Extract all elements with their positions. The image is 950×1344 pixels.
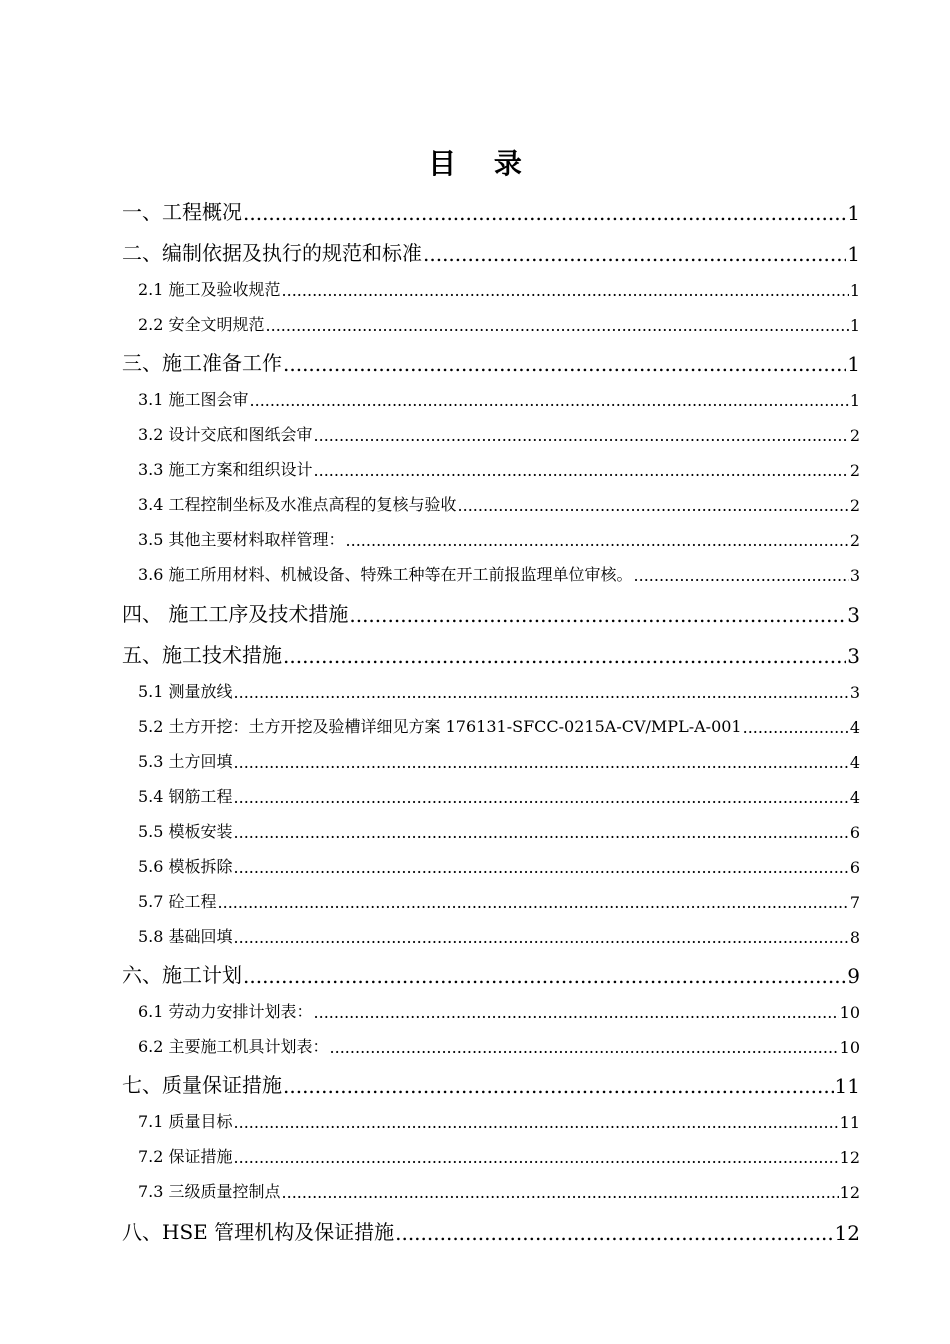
toc-entry-label: 3.2 设计交底和图纸会审 <box>138 425 313 444</box>
toc-page-number: 1 <box>847 242 860 266</box>
toc-dot-leader <box>458 496 849 515</box>
toc-dot-leader <box>234 823 849 842</box>
toc-title: 目 录 <box>428 147 536 180</box>
toc-entry-label: 5.6 模板拆除 <box>138 857 233 876</box>
toc-entry-label: 5.4 钢筋工程 <box>138 787 233 806</box>
toc-entry[interactable] <box>138 1178 860 1202</box>
toc-dot-leader <box>395 1221 833 1245</box>
toc-page-number: 2 <box>849 461 860 480</box>
toc-page-number: 3 <box>849 566 860 585</box>
toc-dot-leader <box>282 281 849 300</box>
toc-dot-leader <box>634 566 849 585</box>
toc-page-number: 3 <box>849 683 860 702</box>
toc-entry-label: 7.2 保证措施 <box>138 1147 233 1166</box>
toc-entry-label: 一、工程概况 <box>122 200 242 224</box>
toc-entry[interactable] <box>138 491 860 515</box>
toc-entry-label: 七、质量保证措施 <box>122 1073 282 1097</box>
toc-entry-label: 2.1 施工及验收规范 <box>138 280 281 299</box>
toc-dot-leader <box>283 352 846 376</box>
toc-entry-label: 六、施工计划 <box>122 963 242 987</box>
toc-dot-leader <box>234 788 849 807</box>
toc-page-number: 3 <box>847 603 860 627</box>
toc-page-number: 1 <box>849 316 860 335</box>
toc-dot-leader <box>234 1113 839 1132</box>
toc-dot-leader <box>283 644 846 668</box>
toc-entry-label: 5.7 砼工程 <box>138 892 217 911</box>
toc-entry[interactable] <box>138 1143 860 1167</box>
toc-entry-label: 7.3 三级质量控制点 <box>138 1182 281 1201</box>
toc-entry[interactable] <box>122 195 860 225</box>
toc-entry-label: 3.4 工程控制坐标及水准点高程的复核与验收 <box>138 495 457 514</box>
toc-page-number: 4 <box>849 753 860 772</box>
toc-entry-label: 6.1 劳动力安排计划表： <box>138 1002 313 1021</box>
toc-dot-leader <box>250 391 849 410</box>
toc-page-number: 8 <box>849 928 860 947</box>
toc-entry-label: 3.1 施工图会审 <box>138 390 249 409</box>
toc-dot-leader <box>234 858 849 877</box>
toc-entry[interactable] <box>122 1068 860 1098</box>
toc-entry-label: 7.1 质量目标 <box>138 1112 233 1131</box>
toc-dot-leader <box>282 1183 839 1202</box>
toc-entry-label: 5.2 土方开挖：土方开挖及验槽详细见方案 176131-SFCC-0215A-CV/MPL-A-001 <box>138 717 742 736</box>
toc-page-number: 3 <box>847 644 860 668</box>
toc-page-number: 1 <box>847 201 860 225</box>
toc-entry-label: 5.1 测量放线 <box>138 682 233 701</box>
toc-entry-label: 二、编制依据及执行的规范和标准 <box>122 241 422 265</box>
toc-entry[interactable] <box>122 958 860 988</box>
toc-dot-leader <box>743 718 849 737</box>
toc-entry[interactable] <box>138 276 860 300</box>
toc-dot-leader <box>283 1074 834 1098</box>
toc-entry-label: 3.3 施工方案和组织设计 <box>138 460 313 479</box>
toc-entry-label: 5.8 基础回填 <box>138 927 233 946</box>
toc-entry[interactable] <box>122 597 860 627</box>
toc-entry[interactable] <box>138 783 860 807</box>
toc-dot-leader <box>314 461 849 480</box>
toc-page-number: 11 <box>834 1074 860 1098</box>
toc-entry[interactable] <box>138 386 860 410</box>
toc-dot-leader <box>234 753 849 772</box>
toc-dot-leader <box>330 1038 839 1057</box>
toc-entry[interactable] <box>138 853 860 877</box>
toc-entry[interactable] <box>138 923 860 947</box>
toc-entry[interactable] <box>138 1033 860 1057</box>
toc-page-number: 2 <box>849 496 860 515</box>
toc-page-number: 4 <box>849 788 860 807</box>
toc-entry[interactable] <box>138 561 860 585</box>
toc-entry[interactable] <box>138 678 860 702</box>
toc-entry[interactable] <box>122 638 860 668</box>
toc-dot-leader <box>423 242 846 266</box>
toc-dot-leader <box>243 201 846 225</box>
toc-page-number: 12 <box>839 1148 860 1167</box>
toc-entry-label: 五、施工技术措施 <box>122 643 282 667</box>
toc-entry[interactable] <box>138 311 860 335</box>
toc-entry-label: 3.6 施工所用材料、机械设备、特殊工种等在开工前报监理单位审核。 <box>138 565 633 584</box>
toc-entry[interactable] <box>138 526 860 550</box>
toc-entry-label: 四、 施工工序及技术措施 <box>122 602 349 626</box>
toc-page-number: 12 <box>834 1221 860 1245</box>
toc-dot-leader <box>234 1148 839 1167</box>
toc-page-number: 4 <box>849 718 860 737</box>
toc-page-number: 12 <box>839 1183 860 1202</box>
toc-entry-label: 5.5 模板安装 <box>138 822 233 841</box>
toc-entry-label: 2.2 安全文明规范 <box>138 315 265 334</box>
toc-entry[interactable] <box>122 236 860 266</box>
toc-entry-label: 6.2 主要施工机具计划表： <box>138 1037 329 1056</box>
toc-page-number: 10 <box>839 1038 860 1057</box>
toc-page-number: 6 <box>849 858 860 877</box>
toc-page-number: 1 <box>849 391 860 410</box>
toc-page-number: 1 <box>849 281 860 300</box>
toc-page-number: 11 <box>839 1113 860 1132</box>
toc-dot-leader <box>314 1003 839 1022</box>
toc-entry-label: 3.5 其他主要材料取样管理： <box>138 530 345 549</box>
toc-entry[interactable] <box>138 888 860 912</box>
toc-dot-leader <box>218 893 849 912</box>
toc-entry[interactable] <box>138 818 860 842</box>
toc-page-number: 9 <box>847 964 860 988</box>
toc-entry[interactable] <box>122 1215 860 1245</box>
toc-dot-leader <box>266 316 849 335</box>
toc-page-number: 10 <box>839 1003 860 1022</box>
toc-entry[interactable] <box>138 456 860 480</box>
toc-dot-leader <box>234 928 849 947</box>
toc-entry-label: 八、HSE 管理机构及保证措施 <box>122 1220 395 1244</box>
toc-entry[interactable] <box>138 1108 860 1132</box>
toc-entry-label: 三、施工准备工作 <box>122 351 282 375</box>
toc-entry-label: 5.3 土方回填 <box>138 752 233 771</box>
toc-dot-leader <box>346 531 849 550</box>
toc-entry[interactable] <box>138 998 860 1022</box>
toc-page-number: 1 <box>847 352 860 376</box>
toc-page-number: 6 <box>849 823 860 842</box>
toc-entry[interactable] <box>138 421 860 445</box>
toc-page-number: 2 <box>849 531 860 550</box>
toc-dot-leader <box>243 964 846 988</box>
toc-dot-leader <box>349 603 846 627</box>
toc-dot-leader <box>234 683 849 702</box>
toc-entry[interactable] <box>122 346 860 376</box>
toc-entry[interactable] <box>138 713 860 737</box>
toc-page-number: 2 <box>849 426 860 445</box>
toc-dot-leader <box>314 426 849 445</box>
toc-page-number: 7 <box>849 893 860 912</box>
toc-entry[interactable] <box>138 748 860 772</box>
